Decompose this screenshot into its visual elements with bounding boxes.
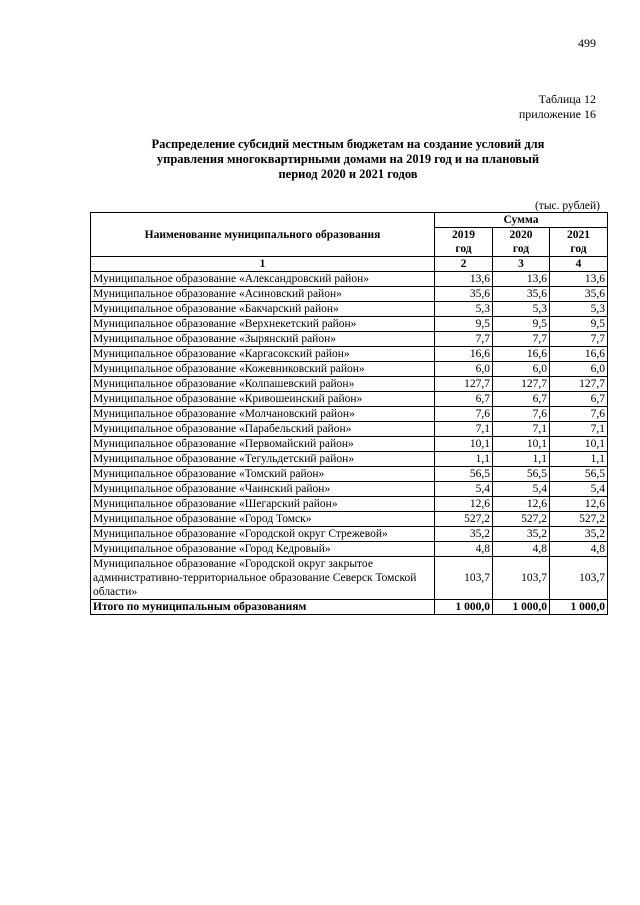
value-2020: 7,6 xyxy=(493,407,550,422)
table-label: Таблица 12 xyxy=(538,92,596,106)
year-header-2021: 2021 год xyxy=(550,228,608,257)
value-2021: 103,7 xyxy=(550,557,608,600)
table-body xyxy=(91,272,608,600)
value-2020: 16,6 xyxy=(493,347,550,362)
value-2019: 527,2 xyxy=(435,512,493,527)
column-number-row xyxy=(91,257,608,272)
table-row xyxy=(91,347,608,362)
table-row xyxy=(91,287,608,302)
value-2020: 7,1 xyxy=(493,422,550,437)
value-2019: 16,6 xyxy=(435,347,493,362)
subsidy-table xyxy=(90,212,608,615)
value-2021: 7,6 xyxy=(550,407,608,422)
value-2021: 127,7 xyxy=(550,377,608,392)
table-row xyxy=(91,467,608,482)
table-row xyxy=(91,362,608,377)
value-2020: 6,0 xyxy=(493,362,550,377)
table-row xyxy=(91,437,608,452)
value-2021: 7,7 xyxy=(550,332,608,347)
value-2021: 12,6 xyxy=(550,497,608,512)
value-2021: 1,1 xyxy=(550,452,608,467)
table-reference xyxy=(519,92,596,122)
value-2021: 16,6 xyxy=(550,347,608,362)
table-row xyxy=(91,332,608,347)
value-2019: 1,1 xyxy=(435,452,493,467)
value-2019: 10,1 xyxy=(435,437,493,452)
total-2019: 1 000,0 xyxy=(435,600,493,615)
value-2019: 5,4 xyxy=(435,482,493,497)
appendix-label: приложение 16 xyxy=(518,107,596,121)
value-2019: 4,8 xyxy=(435,542,493,557)
value-2021: 5,3 xyxy=(550,302,608,317)
title-line: Распределение субсидий местным бюджетам на создание условий для xyxy=(151,137,545,151)
units-note: (тыс. рублей) xyxy=(534,200,600,212)
document-title xyxy=(90,137,606,182)
column-number: 4 xyxy=(550,257,608,272)
title-line: управления многоквартирными домами на 2019 год и на плановый xyxy=(156,152,540,166)
value-2019: 35,6 xyxy=(435,287,493,302)
total-label: Итого по муниципальным образованиям xyxy=(91,600,435,615)
value-2020: 9,5 xyxy=(493,317,550,332)
column-number: 3 xyxy=(493,257,550,272)
header-row-sum xyxy=(91,213,608,228)
value-2020: 5,4 xyxy=(493,482,550,497)
value-2019: 7,6 xyxy=(435,407,493,422)
value-2020: 527,2 xyxy=(493,512,550,527)
value-2021: 35,6 xyxy=(550,287,608,302)
value-2020: 5,3 xyxy=(493,302,550,317)
value-2019: 13,6 xyxy=(435,272,493,287)
total-row xyxy=(91,600,608,615)
value-2019: 35,2 xyxy=(435,527,493,542)
municipality-name: Муниципальное образование «Городской округ Стрежевой» xyxy=(91,527,435,542)
value-2020: 35,6 xyxy=(493,287,550,302)
municipality-name: Муниципальное образование «Шегарский район» xyxy=(91,497,435,512)
table-row xyxy=(91,377,608,392)
value-2021: 6,0 xyxy=(550,362,608,377)
sum-column-header: Сумма xyxy=(435,213,608,228)
value-2021: 56,5 xyxy=(550,467,608,482)
value-2021: 35,2 xyxy=(550,527,608,542)
value-2020: 10,1 xyxy=(493,437,550,452)
table-row xyxy=(91,272,608,287)
municipality-name: Муниципальное образование «Зырянский район» xyxy=(91,332,435,347)
value-2019: 6,0 xyxy=(435,362,493,377)
municipality-name: Муниципальное образование «Колпашевский район» xyxy=(91,377,435,392)
value-2020: 127,7 xyxy=(493,377,550,392)
value-2019: 127,7 xyxy=(435,377,493,392)
value-2020: 12,6 xyxy=(493,497,550,512)
table-row xyxy=(91,497,608,512)
value-2020: 13,6 xyxy=(493,272,550,287)
municipality-name: Муниципальное образование «Томский район» xyxy=(91,467,435,482)
value-2021: 7,1 xyxy=(550,422,608,437)
municipality-name: Муниципальное образование «Тегульдетский район» xyxy=(91,452,435,467)
value-2020: 103,7 xyxy=(493,557,550,600)
value-2020: 6,7 xyxy=(493,392,550,407)
name-column-header: Наименование муниципального образования xyxy=(91,213,435,257)
value-2021: 10,1 xyxy=(550,437,608,452)
value-2020: 4,8 xyxy=(493,542,550,557)
table-row xyxy=(91,542,608,557)
municipality-name: Муниципальное образование «Городской округ закрытое административно-территориальное образование Северск Томской области» xyxy=(91,557,435,600)
table-row xyxy=(91,407,608,422)
value-2020: 7,7 xyxy=(493,332,550,347)
value-2019: 12,6 xyxy=(435,497,493,512)
municipality-name: Муниципальное образование «Кривошеинский район» xyxy=(91,392,435,407)
table-row xyxy=(91,557,608,600)
column-number: 1 xyxy=(91,257,435,272)
value-2021: 6,7 xyxy=(550,392,608,407)
table-row xyxy=(91,392,608,407)
value-2019: 5,3 xyxy=(435,302,493,317)
value-2019: 9,5 xyxy=(435,317,493,332)
table-row xyxy=(91,482,608,497)
municipality-name: Муниципальное образование «Молчановский район» xyxy=(91,407,435,422)
value-2020: 35,2 xyxy=(493,527,550,542)
column-number: 2 xyxy=(435,257,493,272)
table-row xyxy=(91,452,608,467)
value-2020: 56,5 xyxy=(493,467,550,482)
table-row xyxy=(91,527,608,542)
value-2021: 13,6 xyxy=(550,272,608,287)
municipality-name: Муниципальное образование «Верхнекетский район» xyxy=(91,317,435,332)
municipality-name: Муниципальное образование «Первомайский район» xyxy=(91,437,435,452)
municipality-name: Муниципальное образование «Чаинский район» xyxy=(91,482,435,497)
table-row xyxy=(91,302,608,317)
year-header-2020: 2020 год xyxy=(493,228,550,257)
municipality-name: Муниципальное образование «Каргасокский район» xyxy=(91,347,435,362)
municipality-name: Муниципальное образование «Александровский район» xyxy=(91,272,435,287)
municipality-name: Муниципальное образование «Город Томск» xyxy=(91,512,435,527)
municipality-name: Муниципальное образование «Город Кедровый» xyxy=(91,542,435,557)
value-2019: 7,7 xyxy=(435,332,493,347)
value-2020: 1,1 xyxy=(493,452,550,467)
table-row xyxy=(91,422,608,437)
value-2019: 7,1 xyxy=(435,422,493,437)
total-2020: 1 000,0 xyxy=(493,600,550,615)
municipality-name: Муниципальное образование «Асиновский район» xyxy=(91,287,435,302)
title-line: период 2020 и 2021 годов xyxy=(278,167,418,181)
value-2019: 56,5 xyxy=(435,467,493,482)
value-2019: 6,7 xyxy=(435,392,493,407)
value-2021: 5,4 xyxy=(550,482,608,497)
value-2021: 9,5 xyxy=(550,317,608,332)
total-2021: 1 000,0 xyxy=(550,600,608,615)
value-2021: 527,2 xyxy=(550,512,608,527)
municipality-name: Муниципальное образование «Бакчарский район» xyxy=(91,302,435,317)
municipality-name: Муниципальное образование «Парабельский район» xyxy=(91,422,435,437)
value-2021: 4,8 xyxy=(550,542,608,557)
value-2019: 103,7 xyxy=(435,557,493,600)
year-header-2019: 2019 год xyxy=(435,228,493,257)
table-row xyxy=(91,317,608,332)
table-row xyxy=(91,512,608,527)
page-number: 499 xyxy=(578,36,596,50)
municipality-name: Муниципальное образование «Кожевниковский район» xyxy=(91,362,435,377)
